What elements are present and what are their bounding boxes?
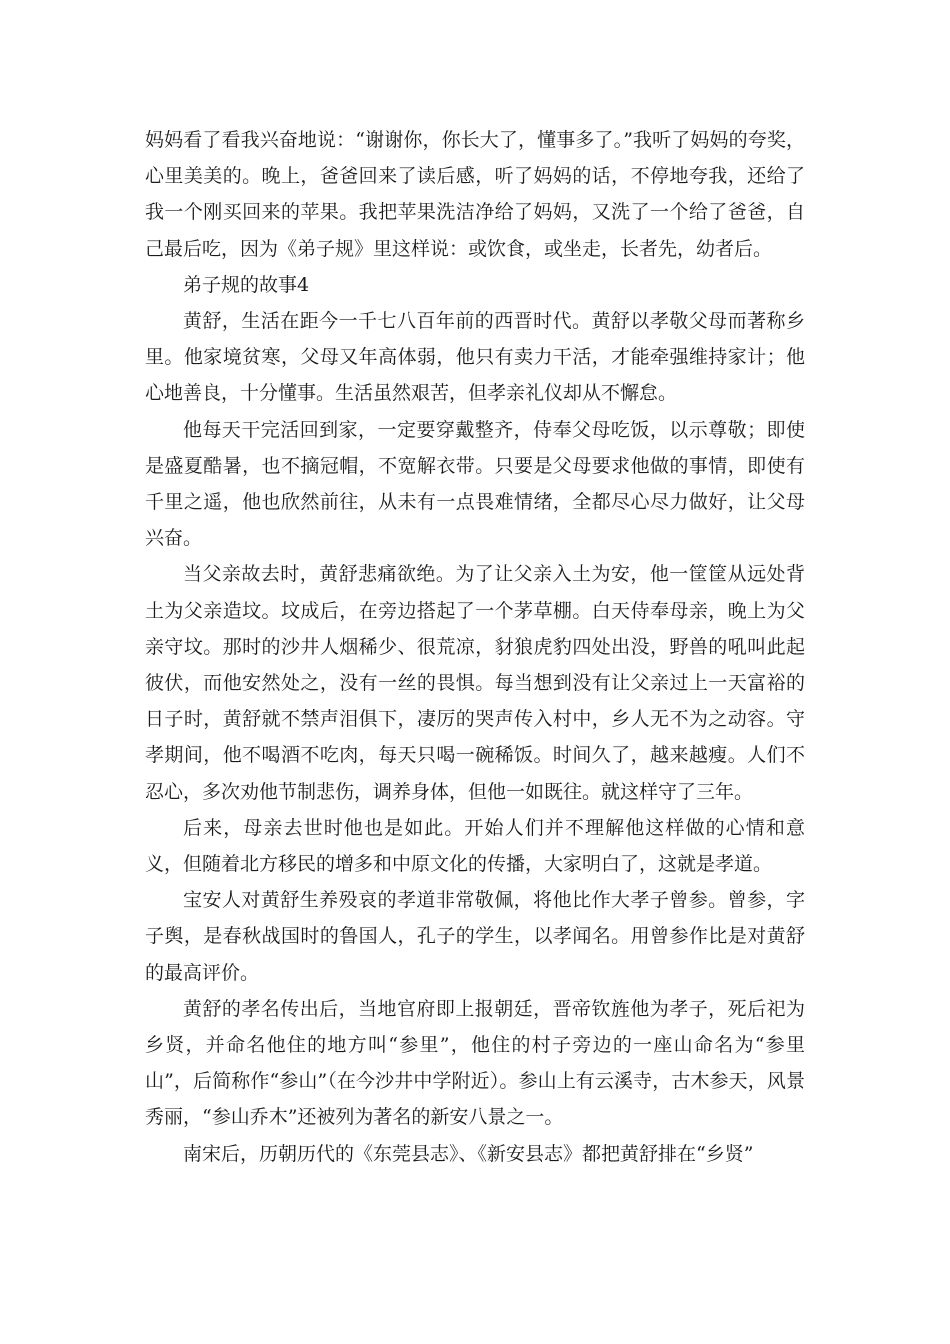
paragraph-1: 妈妈看了看我兴奋地说：“谢谢你，你长大了，懂事多了。”我听了妈妈的夸奖，心里美美的。晚上，爸爸回来了读后感，听了妈妈的话，不停地夸我，还给了我一个刚买回来的苹果。我把苹果洗洁净给了妈妈，又洗了一个给了爸爸，自己最后吃，因为《弟子规》里这样说：或饮食，或坐走，长者先，幼者后。: [145, 129, 805, 260]
paragraph-8: 南宋后，历朝历代的《东莞县志》、《新安县志》都把黄舒排在“乡贤”: [183, 1142, 754, 1165]
section-heading: 弟子规的故事4: [183, 273, 310, 296]
paragraph-6: 宝安人对黄舒生养殁哀的孝道非常敬佩，将他比作大孝子曾参。曾参，字子舆，是春秋战国时的鲁国人，孔子的学生，以孝闻名。用曾参作比是对黄舒的最高评价。: [145, 889, 805, 984]
paragraph-4: 当父亲故去时，黄舒悲痛欲绝。为了让父亲入土为安，他一筐筐从远处背土为父亲造坟。坟成后，在旁边搭起了一个茅草棚。白天侍奉母亲，晚上为父亲守坟。那时的沙井人烟稀少、很荒凉，豺狼虎豹四处出没，野兽的吼叫此起彼伏，而他安然处之，没有一丝的畏惧。每当想到没有让父亲过上一天富裕的日子时，黄舒就不禁声泪俱下，凄厉的哭声传入村中，乡人无不为之动容。守孝期间，他不喝酒不吃肉，每天只喝一碗稀饭。时间久了，越来越瘦。人们不忍心，多次劝他节制悲伤，调养身体，但他一如既往。就这样守了三年。: [145, 563, 805, 803]
document-body: [145, 122, 805, 1172]
paragraph-2: 黄舒，生活在距今一千七八百年前的西晋时代。黄舒以孝敬父母而著称乡里。他家境贫寒，父母又年高体弱，他只有卖力干活，才能牵强维持家计；他心地善良，十分懂事。生活虽然艰苦，但孝亲礼仪却从不懈怠。: [145, 310, 805, 405]
paragraph-3: 他每天干完活回到家，一定要穿戴整齐，侍奉父母吃饭，以示尊敬；即使是盛夏酷暑，也不摘冠帽，不宽解衣带。只要是父母要求他做的事情，即使有千里之遥，他也欣然前往，从未有一点畏难情绪，全都尽心尽力做好，让父母兴奋。: [145, 418, 805, 550]
paragraph-7: 黄舒的孝名传出后，当地官府即上报朝廷，晋帝钦旌他为孝子，死后祀为乡贤，并命名他住的地方叫“参里”，他住的村子旁边的一座山命名为“参里山”，后简称作“参山”（在今沙井中学附近）。参山上有云溪寺，古木参天，风景秀丽，“参山乔木”还被列为著名的新安八景之一。: [145, 997, 805, 1129]
paragraph-5: 后来，母亲去世时他也是如此。开始人们并不理解他这样做的心情和意义，但随着北方移民的增多和中原文化的传播，大家明白了，这就是孝道。: [145, 816, 805, 876]
